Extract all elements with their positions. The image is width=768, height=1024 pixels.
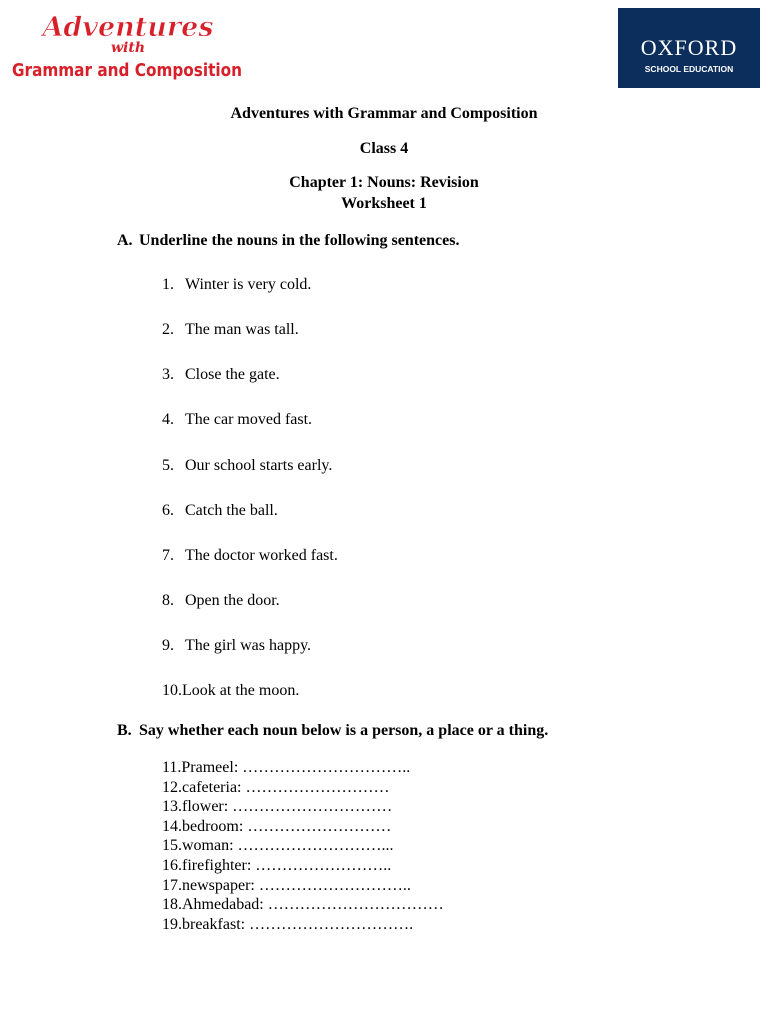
section-b-heading xyxy=(117,722,548,740)
noun-item: 15.woman: ………………………... xyxy=(162,837,394,854)
svg-text:Adventures: Adventures xyxy=(42,12,214,43)
noun-item: 12.cafeteria: ……………………… xyxy=(162,779,390,796)
question-item xyxy=(162,547,338,565)
question-text: Our school starts early. xyxy=(185,457,333,474)
question-number: 4. xyxy=(162,411,174,428)
worksheet-label: Worksheet 1 xyxy=(341,195,427,212)
section-b-letter: B. xyxy=(117,722,132,739)
question-item xyxy=(162,411,312,429)
noun-item: 17.newspaper: ……………………….. xyxy=(162,877,411,894)
question-text: Look at the moon. xyxy=(182,682,300,699)
question-item xyxy=(162,592,280,610)
question-item xyxy=(162,366,280,384)
question-number: 7. xyxy=(162,547,174,564)
question-text: Open the door. xyxy=(185,592,280,609)
question-item xyxy=(162,321,299,339)
section-a-heading xyxy=(117,232,459,250)
svg-text:Grammar and Composition: Grammar and Composition xyxy=(12,60,242,81)
noun-item: 18.Ahmedabad: …………………………… xyxy=(162,896,444,913)
question-item xyxy=(162,457,332,475)
question-text: Winter is very cold. xyxy=(185,276,312,293)
question-number: 5. xyxy=(162,457,174,474)
question-number: 9. xyxy=(162,637,174,654)
oxford-logo-subtitle: SCHOOL EDUCATION xyxy=(644,64,734,74)
question-text: The doctor worked fast. xyxy=(185,547,338,564)
noun-item: 19.breakfast: …………………………. xyxy=(162,916,414,933)
adventures-logo xyxy=(10,8,250,88)
noun-item: 16.firefighter: …………………….. xyxy=(162,857,392,874)
question-item xyxy=(162,637,311,655)
question-item xyxy=(162,276,311,294)
question-number: 3. xyxy=(162,366,174,383)
section-a-letter: A. xyxy=(117,232,133,249)
noun-item: 13.flower: ………………………… xyxy=(162,798,393,815)
section-b-text: Say whether each noun below is a person, a place or a thing. xyxy=(139,722,549,739)
question-text: The car moved fast. xyxy=(185,411,313,428)
svg-text:with: with xyxy=(110,40,146,56)
noun-item: 14.bedroom: ……………………… xyxy=(162,818,392,835)
question-number: 2. xyxy=(162,321,174,338)
question-number: 6. xyxy=(162,502,174,519)
question-item xyxy=(162,502,278,520)
question-text: The girl was happy. xyxy=(185,637,312,654)
question-number: 10. xyxy=(162,682,182,699)
question-item xyxy=(162,682,299,700)
document-title: Adventures with Grammar and Composition xyxy=(230,105,538,122)
section-a-text: Underline the nouns in the following sentences. xyxy=(139,232,460,249)
question-number: 1. xyxy=(162,276,174,293)
oxford-logo-title: OXFORD xyxy=(640,35,738,60)
question-text: Close the gate. xyxy=(185,366,280,383)
class-label: Class 4 xyxy=(359,140,409,157)
question-number: 8. xyxy=(162,592,174,609)
chapter-title: Chapter 1: Nouns: Revision xyxy=(289,174,479,191)
question-text: The man was tall. xyxy=(185,321,299,338)
oxford-logo xyxy=(618,8,760,88)
question-text: Catch the ball. xyxy=(185,502,278,519)
noun-item: 11.Prameel: ………………………….. xyxy=(162,759,411,776)
